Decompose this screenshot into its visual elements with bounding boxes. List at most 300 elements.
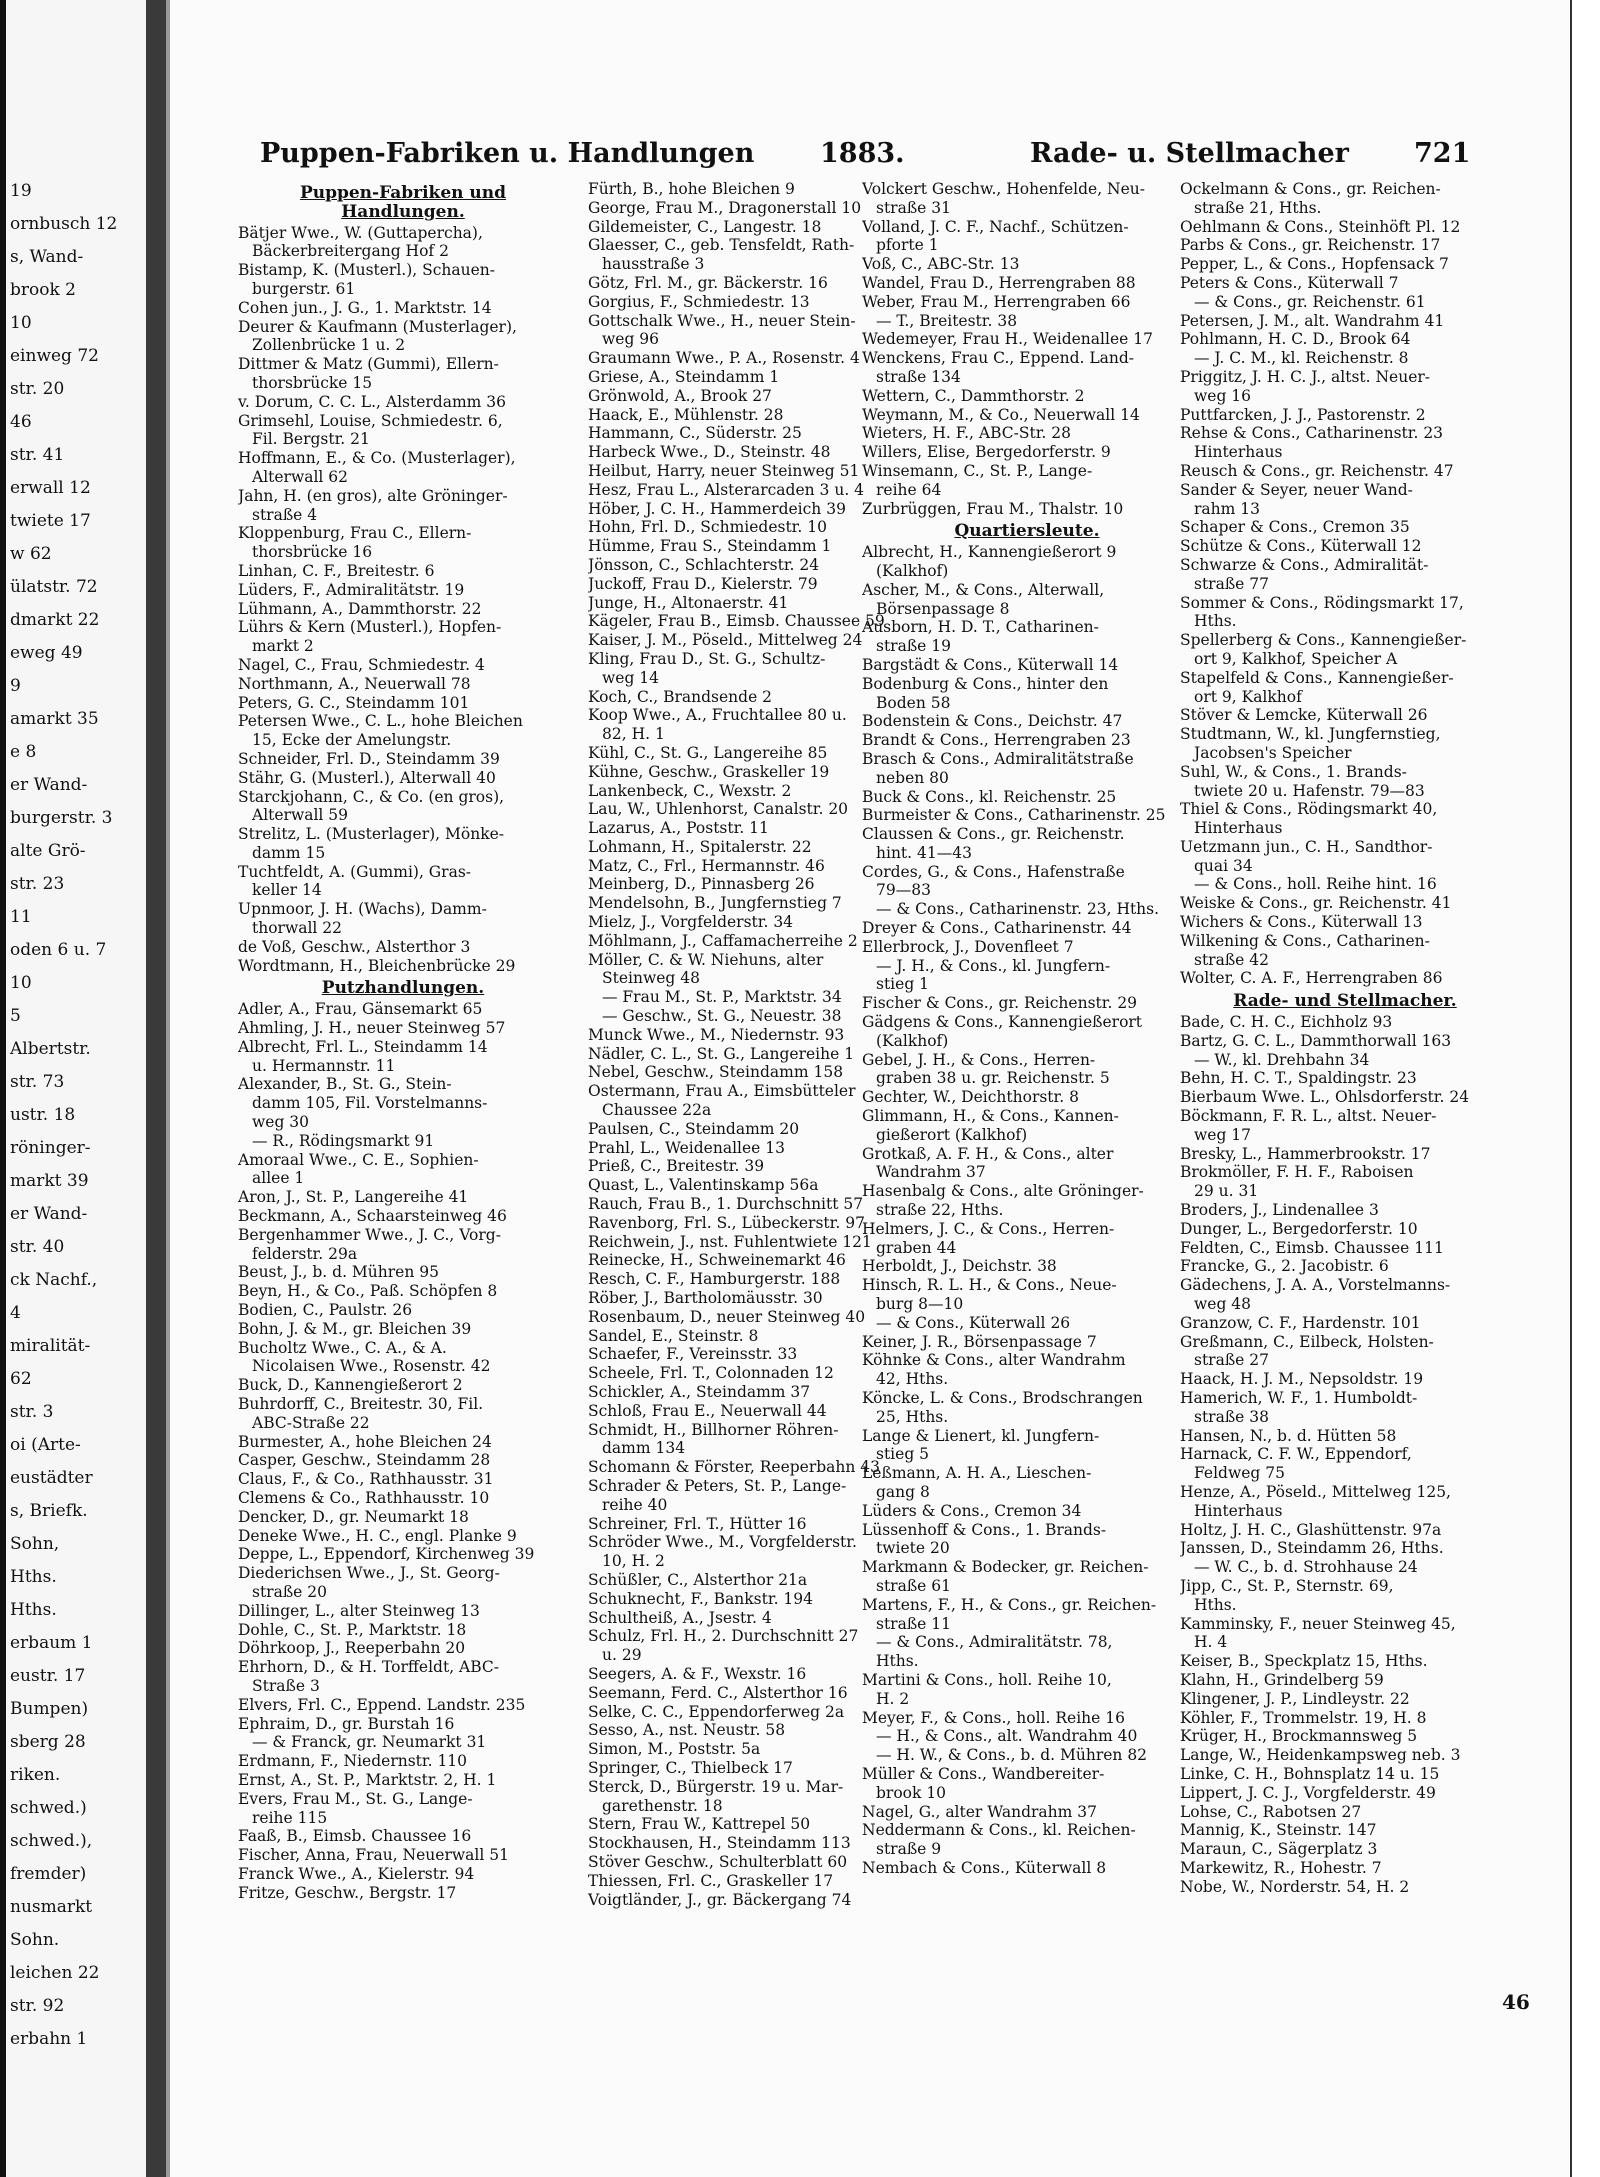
previous-page-text: eustr. 17 (10, 1666, 86, 1686)
directory-entry: Weymann, M., & Co., Neuerwall 14 (862, 405, 1140, 424)
directory-entry: Heilbut, Harry, neuer Steinweg 51 (588, 461, 860, 480)
directory-entry: de Voß, Geschw., Alsterthor 3 (238, 937, 471, 956)
directory-entry: burgerstr. 61 (252, 279, 356, 298)
directory-entry: Ernst, A., St. P., Marktstr. 2, H. 1 (238, 1770, 497, 1789)
directory-entry: Chaussee 22a (602, 1101, 712, 1120)
directory-entry: 10, H. 2 (602, 1552, 665, 1571)
directory-entry: — J. H., & Cons., kl. Jungfern- (876, 956, 1111, 975)
previous-page-text: str. 92 (10, 1996, 65, 2016)
directory-entry: — & Cons., Küterwall 26 (876, 1313, 1071, 1332)
directory-entry: Buck, D., Kannengießerort 2 (238, 1376, 463, 1395)
directory-entry: Lazarus, A., Poststr. 11 (588, 819, 769, 838)
directory-entry: Alexander, B., St. G., Stein- (238, 1075, 452, 1094)
previous-page-text: oi (Arte- (10, 1435, 81, 1455)
directory-entry: Gorgius, F., Schmiedestr. 13 (588, 292, 810, 311)
previous-page-text: Bumpen) (10, 1699, 89, 1719)
previous-page-text: schwed.) (10, 1798, 87, 1818)
directory-entry: Hths. (876, 1652, 919, 1671)
directory-entry: thorwall 22 (252, 919, 343, 938)
directory-entry: Kling, Frau D., St. G., Schultz- (588, 649, 826, 668)
directory-entry: Herboldt, J., Deichstr. 38 (862, 1257, 1057, 1276)
directory-entry: Alterwall 62 (252, 467, 349, 486)
directory-entry: Buck & Cons., kl. Reichenstr. 25 (862, 787, 1117, 806)
directory-entry: Upnmoor, J. H. (Wachs), Damm- (238, 900, 487, 919)
directory-entry: Jipp, C., St. P., Sternstr. 69, (1180, 1576, 1394, 1595)
directory-entry: garethenstr. 18 (602, 1796, 723, 1815)
directory-entry: Kaiser, J. M., Pöseld., Mittelweg 24 (588, 631, 863, 650)
directory-entry: Nembach & Cons., Küterwall 8 (862, 1858, 1107, 1877)
directory-entry: Reinecke, H., Schweinemarkt 46 (588, 1251, 846, 1270)
directory-entry: Beyn, H., & Co., Paß. Schöpfen 8 (238, 1282, 498, 1301)
directory-entry: Wichers & Cons., Küterwall 13 (1180, 913, 1423, 932)
directory-entry: Lange & Lienert, kl. Jungfern- (862, 1426, 1100, 1445)
directory-entry: Leßmann, A. H. A., Lieschen- (862, 1464, 1092, 1483)
directory-entry: Ahmling, J. H., neuer Steinweg 57 (238, 1019, 506, 1038)
directory-entry: Claus, F., & Co., Rathhausstr. 31 (238, 1470, 494, 1489)
directory-entry: Dillinger, L., alter Steinweg 13 (238, 1601, 480, 1620)
directory-entry: Paulsen, C., Steindamm 20 (588, 1119, 800, 1138)
directory-entry: Lippert, J. C. J., Vorgfelderstr. 49 (1180, 1783, 1436, 1802)
directory-entry: Kloppenburg, Frau C., Ellern- (238, 524, 472, 543)
previous-page-text: oden 6 u. 7 (10, 940, 107, 960)
directory-entry: weg 96 (602, 330, 660, 349)
directory-entry: Keiser, B., Speckplatz 15, Hths. (1180, 1652, 1428, 1671)
directory-entry: straße 9 (876, 1840, 942, 1859)
directory-entry: Alterwall 59 (252, 806, 349, 825)
previous-page-text: schwed.), (10, 1831, 93, 1851)
directory-entry: markt 2 (252, 637, 314, 656)
directory-entry: Hoffmann, E., & Co. (Musterlager), (238, 449, 516, 468)
previous-page-text: amarkt 35 (10, 709, 99, 729)
directory-entry: Schneider, Frl. D., Steindamm 39 (238, 749, 500, 768)
directory-entry: Hammann, C., Süderstr. 25 (588, 424, 802, 443)
directory-entry: Stern, Frau W., Kattrepel 50 (588, 1815, 811, 1834)
directory-entry: Winsemann, C., St. P., Lange- (862, 461, 1093, 480)
directory-entry: Hths. (1194, 612, 1237, 631)
directory-entry: Jahn, H. (en gros), alte Gröninger- (238, 486, 508, 505)
previous-page-text: er Wand- (10, 1204, 88, 1224)
directory-entry: Gottschalk Wwe., H., neuer Stein- (588, 311, 856, 330)
directory-entry: Götz, Frl. M., gr. Bäckerstr. 16 (588, 273, 828, 292)
directory-entry: Elvers, Frl. C., Eppend. Landstr. 235 (238, 1695, 526, 1714)
directory-entry: weg 14 (602, 668, 660, 687)
directory-entry: Jönsson, C., Schlachterstr. 24 (588, 555, 820, 574)
previous-page-text: str. 40 (10, 1237, 65, 1257)
directory-entry: Brasch & Cons., Admiralitätstraße (862, 749, 1134, 768)
directory-entry: straße 11 (876, 1614, 952, 1633)
directory-entry: Lankenbeck, C., Wexstr. 2 (588, 781, 792, 800)
directory-entry: Jacobsen's Speicher (1194, 743, 1352, 762)
directory-entry: straße 42 (1194, 950, 1270, 969)
directory-entry: Wenckens, Frau C., Eppend. Land- (862, 349, 1135, 368)
directory-entry: Bade, C. H. C., Eichholz 93 (1180, 1013, 1393, 1032)
directory-entry: Gechter, W., Deichthorstr. 8 (862, 1088, 1079, 1107)
directory-entry: Sandel, E., Steinstr. 8 (588, 1326, 759, 1345)
directory-entry: ort 9, Kalkhof, Speicher A (1194, 649, 1398, 668)
directory-entry: Granzow, C. F., Hardenstr. 101 (1180, 1313, 1421, 1332)
directory-entry: Deneke Wwe., H. C., engl. Planke 9 (238, 1526, 517, 1545)
previous-page-text: leichen 22 (10, 1963, 100, 1983)
directory-entry: Fil. Bergstr. 21 (252, 430, 370, 449)
directory-entry: Steinweg 48 (602, 969, 700, 988)
directory-entry: straße 20 (252, 1582, 328, 1601)
directory-entry: Stähr, G. (Musterl.), Alterwall 40 (238, 768, 496, 787)
directory-entry: v. Dorum, C. C. L., Alsterdamm 36 (238, 392, 506, 411)
directory-entry: Ascher, M., & Cons., Alterwall, (862, 580, 1105, 599)
directory-entry: Casper, Geschw., Steindamm 28 (238, 1451, 491, 1470)
column-3 (862, 180, 1192, 1878)
directory-entry: Grimsehl, Louise, Schmiedestr. 6, (238, 411, 503, 430)
directory-entry: Schomann & Förster, Reeperbahn 43 (588, 1458, 881, 1477)
directory-entry: Broders, J., Lindenallee 3 (1180, 1201, 1379, 1220)
directory-entry: Sterck, D., Bürgerstr. 19 u. Mar- (588, 1777, 844, 1796)
directory-entry: Thiel & Cons., Rödingsmarkt 40, (1180, 800, 1438, 819)
directory-entry: Wolter, C. A. F., Herrengraben 86 (1180, 969, 1443, 988)
directory-entry: 25, Hths. (876, 1407, 949, 1426)
directory-entry: Mendelsohn, B., Jungfernstieg 7 (588, 894, 842, 913)
directory-entry: Reichwein, J., nst. Fuhlentwiete 121 (588, 1232, 872, 1251)
column-1 (238, 180, 568, 1903)
previous-page-text: str. 20 (10, 379, 65, 399)
directory-entry: Haack, H. J. M., Nepsoldstr. 19 (1180, 1370, 1424, 1389)
previous-page-text: er Wand- (10, 775, 88, 795)
previous-page-text: dmarkt 22 (10, 610, 100, 630)
previous-page-text: Albertstr. (10, 1039, 91, 1059)
previous-page-text: 9 (10, 676, 21, 696)
previous-page-text: fremder) (10, 1864, 87, 1884)
previous-page-text: eustädter (10, 1468, 93, 1488)
directory-entry: Graumann Wwe., P. A., Rosenstr. 4 (588, 349, 860, 368)
directory-entry: Möller, C. & W. Niehuns, alter (588, 950, 824, 969)
directory-entry: Hohn, Frl. D., Schmiedestr. 10 (588, 518, 827, 537)
directory-entry: Martens, F., H., & Cons., gr. Reichen- (862, 1595, 1157, 1614)
directory-entry: Springer, C., Thielbeck 17 (588, 1758, 793, 1777)
directory-entry: Klingener, J. P., Lindleystr. 22 (1180, 1689, 1410, 1708)
directory-entry: Henze, A., Pöseld., Mittelweg 125, (1180, 1482, 1451, 1501)
directory-entry: Röber, J., Bartholomäusstr. 30 (588, 1289, 823, 1308)
section-heading: Rade- und Stellmacher. (1233, 991, 1457, 1012)
directory-entry: Beckmann, A., Schaarsteinweg 46 (238, 1207, 507, 1226)
directory-entry: Schmidt, H., Billhorner Röhren- (588, 1420, 839, 1439)
directory-entry: Maraun, C., Sägerplatz 3 (1180, 1840, 1378, 1859)
directory-entry: Schreiner, Frl. T., Hütter 16 (588, 1514, 807, 1533)
directory-entry: straße 19 (876, 637, 952, 656)
directory-entry: straße 77 (1194, 574, 1270, 593)
directory-entry: Rauch, Frau B., 1. Durchschnitt 57 (588, 1195, 864, 1214)
footer-number: 46 (1502, 1990, 1530, 2014)
directory-entry: brook 10 (876, 1783, 947, 1802)
previous-page-text: 46 (10, 412, 32, 432)
directory-entry: Northmann, A., Neuerwall 78 (238, 674, 471, 693)
directory-entry: Bierbaum Wwe. L., Ohlsdorferstr. 24 (1180, 1088, 1470, 1107)
section-heading: Putzhandlungen. (321, 978, 485, 999)
directory-entry: Straße 3 (252, 1676, 320, 1695)
directory-entry: Stockhausen, H., Steindamm 113 (588, 1834, 851, 1853)
directory-entry: Prahl, L., Weidenallee 13 (588, 1138, 785, 1157)
directory-entry: Selke, C. C., Eppendorferweg 2a (588, 1702, 845, 1721)
directory-entry: Schultheiß, A., Jsestr. 4 (588, 1608, 772, 1627)
directory-entry: Stapelfeld & Cons., Kannengießer- (1180, 668, 1454, 687)
directory-entry: Peters & Cons., Küterwall 7 (1180, 273, 1399, 292)
previous-page-text: ornbusch 12 (10, 214, 118, 234)
directory-entry: Janssen, D., Steindamm 26, Hths. (1180, 1539, 1444, 1558)
directory-entry: Sesso, A., nst. Neustr. 58 (588, 1721, 786, 1740)
directory-entry: Erdmann, F., Niedernstr. 110 (238, 1752, 468, 1771)
directory-entry: u. Hermannstr. 11 (252, 1056, 396, 1075)
directory-entry: Tuchtfeldt, A. (Gummi), Gras- (238, 862, 472, 881)
directory-entry: Burmester, A., hohe Bleichen 24 (238, 1432, 492, 1451)
directory-entry: ort 9, Kalkhof (1194, 687, 1302, 706)
directory-entry: Bartz, G. C. L., Dammthorwall 163 (1180, 1031, 1452, 1050)
directory-entry: Fritze, Geschw., Bergstr. 17 (238, 1883, 457, 1902)
directory-entry: Thiessen, Frl. C., Graskeller 17 (588, 1871, 834, 1890)
directory-entry: Wettern, C., Dammthorstr. 2 (862, 386, 1085, 405)
directory-entry: Hinterhaus (1194, 819, 1283, 838)
previous-page-text: str. 23 (10, 874, 65, 894)
directory-entry: Meyer, F., & Cons., holl. Reihe 16 (862, 1708, 1125, 1727)
directory-entry: straße 21, Hths. (1194, 198, 1322, 217)
directory-entry: burg 8—10 (876, 1295, 964, 1314)
directory-entry: Schaefer, F., Vereinsstr. 33 (588, 1345, 798, 1364)
directory-entry: Nädler, C. L., St. G., Langereihe 1 (588, 1044, 855, 1063)
directory-entry: Rehse & Cons., Catharinenstr. 23 (1180, 424, 1444, 443)
directory-entry: Kamminsky, F., neuer Steinweg 45, (1180, 1614, 1456, 1633)
directory-entry: Weber, Frau M., Herrengraben 66 (862, 292, 1131, 311)
previous-page-text: riken. (10, 1765, 61, 1785)
directory-entry: Peters, G. C., Steindamm 101 (238, 693, 470, 712)
scan-right-edge (1570, 0, 1600, 2177)
directory-entry: damm 105, Fil. Vorstelmanns- (252, 1094, 488, 1113)
directory-entry: Wieters, H. F., ABC-Str. 28 (862, 424, 1072, 443)
directory-entry: Ellerbrock, J., Dovenfleet 7 (862, 937, 1074, 956)
directory-entry: Köhler, F., Trommelstr. 19, H. 8 (1180, 1708, 1427, 1727)
previous-page-text: 5 (10, 1006, 21, 1026)
directory-entry: Harnack, C. F. W., Eppendorf, (1180, 1445, 1412, 1464)
directory-entry: Klahn, H., Grindelberg 59 (1180, 1670, 1384, 1689)
directory-entry: Gädechens, J. A. A., Vorstelmanns- (1180, 1276, 1451, 1295)
directory-entry: straße 27 (1194, 1351, 1270, 1370)
directory-entry: Rosenbaum, D., neuer Steinweg 40 (588, 1307, 866, 1326)
directory-entry: Grotkaß, A. F. H., & Cons., alter (862, 1144, 1114, 1163)
directory-entry: — W. C., b. d. Strohhause 24 (1194, 1558, 1418, 1577)
directory-entry: stieg 5 (876, 1445, 930, 1464)
directory-entry: Bodenstein & Cons., Deichstr. 47 (862, 712, 1123, 731)
directory-entry: Hths. (1194, 1595, 1237, 1614)
directory-entry: Döhrkoop, J., Reeperbahn 20 (238, 1639, 466, 1658)
directory-entry: Weiske & Cons., gr. Reichenstr. 41 (1180, 894, 1452, 913)
previous-page-text: str. 3 (10, 1402, 54, 1422)
directory-entry: Bresky, L., Hammerbrookstr. 17 (1180, 1144, 1431, 1163)
directory-entry: gießerort (Kalkhof) (876, 1125, 1028, 1144)
directory-entry: H. 4 (1194, 1633, 1228, 1652)
directory-entry: Fürth, B., hohe Bleichen 9 (588, 180, 795, 198)
directory-entry: Petersen, J. M., alt. Wandrahm 41 (1180, 311, 1445, 330)
previous-page-text: s, Briefk. (10, 1501, 88, 1521)
directory-entry: — H. W., & Cons., b. d. Mühren 82 (876, 1746, 1148, 1765)
directory-entry: Kühne, Geschw., Graskeller 19 (588, 762, 830, 781)
previous-page-text: Hths. (10, 1567, 57, 1587)
directory-entry: Börsenpassage 8 (876, 599, 1010, 618)
previous-page-text: 62 (10, 1369, 32, 1389)
directory-entry: ABC-Straße 22 (252, 1413, 370, 1432)
directory-entry: Wandrahm 37 (876, 1163, 986, 1182)
directory-entry: Munck Wwe., M., Niedernstr. 93 (588, 1025, 845, 1044)
directory-page (170, 0, 1570, 2177)
directory-entry: Sommer & Cons., Rödingsmarkt 17, (1180, 593, 1464, 612)
previous-page-text: Sohn, (10, 1534, 60, 1554)
directory-entry: — & Cons., Admiralitätstr. 78, (876, 1633, 1113, 1652)
directory-entry: Köhnke & Cons., alter Wandrahm (862, 1351, 1126, 1370)
directory-entry: Deurer & Kaufmann (Musterlager), (238, 317, 517, 336)
previous-page-fragment (6, 0, 146, 2177)
page-number: 721 (1414, 138, 1471, 169)
directory-entry: Oehlmann & Cons., Steinhöft Pl. 12 (1180, 217, 1461, 236)
directory-entry: Bohn, J. & M., gr. Bleichen 39 (238, 1319, 472, 1338)
previous-page-text: markt 39 (10, 1171, 89, 1191)
directory-entry: Hinterhaus (1194, 1501, 1283, 1520)
directory-entry: Bargstädt & Cons., Küterwall 14 (862, 655, 1119, 674)
directory-entry: Beust, J., b. d. Mühren 95 (238, 1263, 439, 1282)
directory-entry: Dencker, D., gr. Neumarkt 18 (238, 1507, 469, 1526)
directory-entry: Zollenbrücke 1 u. 2 (252, 336, 406, 355)
previous-page-text: ustr. 18 (10, 1105, 76, 1125)
directory-entry: reihe 64 (876, 480, 942, 499)
directory-entry: Gebel, J. H., & Cons., Herren- (862, 1050, 1096, 1069)
directory-entry: reihe 115 (252, 1808, 328, 1827)
previous-page-text: ülatstr. 72 (10, 577, 98, 597)
directory-entry: Glimmann, H., & Cons., Kannen- (862, 1107, 1119, 1126)
directory-entry: twiete 20 u. Hafenstr. 79—83 (1194, 781, 1425, 800)
directory-entry: — J. C. M., kl. Reichenstr. 8 (1194, 349, 1409, 368)
directory-entry: straße 134 (876, 367, 961, 386)
directory-entry: Lange, W., Heidenkampsweg neb. 3 (1180, 1746, 1461, 1765)
directory-entry: Bistamp, K. (Musterl.), Schauen- (238, 261, 496, 280)
section-heading: Quartiersleute. (954, 521, 1100, 542)
directory-entry: Böckmann, F. R. L., altst. Neuer- (1180, 1107, 1437, 1126)
directory-entry: Greßmann, C., Eilbeck, Holsten- (1180, 1332, 1434, 1351)
directory-entry: Koch, C., Brandsende 2 (588, 687, 773, 706)
directory-entry: Juckoff, Frau D., Kielerstr. 79 (588, 574, 818, 593)
directory-entry: Seemann, Ferd. C., Alsterthor 16 (588, 1683, 848, 1702)
directory-entry: keller 14 (252, 881, 322, 900)
directory-entry: Helmers, J. C., & Cons., Herren- (862, 1219, 1115, 1238)
directory-entry: Puttfarcken, J. J., Pastorenstr. 2 (1180, 405, 1426, 424)
directory-entry: Matz, C., Frl., Hermannstr. 46 (588, 856, 825, 875)
directory-entry: Köncke, L. & Cons., Brodschrangen (862, 1389, 1143, 1407)
directory-entry: Dreyer & Cons., Catharinenstr. 44 (862, 919, 1132, 938)
directory-entry: Grönwold, A., Brook 27 (588, 386, 772, 405)
directory-entry: Buhrdorff, C., Breitestr. 30, Fil. (238, 1395, 484, 1413)
directory-entry: weg 16 (1194, 386, 1252, 405)
previous-page-text: erbaum 1 (10, 1633, 93, 1653)
header-right-title: Rade- u. Stellmacher (1030, 138, 1349, 169)
directory-entry: Koop Wwe., A., Fruchtallee 80 u. (588, 706, 847, 725)
directory-entry: Ockelmann & Cons., gr. Reichen- (1180, 180, 1441, 198)
directory-entry: Schickler, A., Steindamm 37 (588, 1383, 811, 1401)
directory-entry: weg 48 (1194, 1295, 1252, 1314)
previous-page-text: ck Nachf., (10, 1270, 98, 1290)
directory-entry: — W., kl. Drehbahn 34 (1194, 1050, 1370, 1069)
directory-entry: Bätjer Wwe., W. (Guttapercha), (238, 223, 483, 242)
directory-entry: Priggitz, J. H. C. J., altst. Neuer- (1180, 367, 1431, 386)
directory-entry: Diederichsen Wwe., J., St. Georg- (238, 1564, 500, 1583)
previous-page-text: miralität- (10, 1336, 91, 1356)
directory-entry: Seegers, A. & F., Wexstr. 16 (588, 1664, 807, 1683)
directory-entry: Starckjohann, C., & Co. (en gros), (238, 787, 505, 806)
directory-entry: Amoraal Wwe., C. E., Sophien- (238, 1150, 479, 1169)
directory-entry: Hasenbalg & Cons., alte Gröninger- (862, 1182, 1144, 1201)
header-left-title: Puppen-Fabriken u. Handlungen (260, 138, 755, 169)
directory-entry: Aron, J., St. P., Langereihe 41 (238, 1188, 469, 1207)
directory-entry: Stöver & Lemcke, Küterwall 26 (1180, 706, 1428, 725)
directory-entry: Möhlmann, J., Caffamacherreihe 2 (588, 931, 858, 950)
directory-entry: Voigtländer, J., gr. Bäckergang 74 (588, 1890, 852, 1909)
previous-page-text: 11 (10, 907, 32, 927)
directory-entry: Höber, J. C. H., Hammerdeich 39 (588, 499, 846, 518)
directory-entry: Volckert Geschw., Hohenfelde, Neu- (862, 180, 1146, 198)
directory-entry: Parbs & Cons., gr. Reichenstr. 17 (1180, 236, 1441, 255)
directory-entry: Schütze & Cons., Küterwall 12 (1180, 537, 1422, 556)
directory-entry: Sander & Seyer, neuer Wand- (1180, 480, 1413, 499)
directory-entry: — Frau M., St. P., Marktstr. 34 (602, 988, 842, 1007)
directory-entry: Ausborn, H. D. T., Catharinen- (862, 618, 1099, 637)
directory-entry: (Kalkhof) (876, 561, 949, 580)
previous-page-text: twiete 17 (10, 511, 91, 531)
directory-entry: Dohle, C., St. P., Marktstr. 18 (238, 1620, 467, 1639)
directory-entry: Uetzmann jun., C. H., Sandthor- (1180, 837, 1433, 856)
previous-page-text: nusmarkt (10, 1897, 93, 1917)
directory-entry: Kühl, C., St. G., Langereihe 85 (588, 743, 828, 762)
previous-page-text: e 8 (10, 742, 37, 762)
directory-entry: thorsbrücke 15 (252, 373, 373, 392)
directory-entry: Griese, A., Steindamm 1 (588, 367, 780, 386)
directory-entry: Schwarze & Cons., Admiralität- (1180, 555, 1429, 574)
directory-entry: Mannig, K., Steinstr. 147 (1180, 1821, 1377, 1840)
directory-entry: Hesz, Frau L., Alsterarcaden 3 u. 4 (588, 480, 865, 499)
previous-page-text: eweg 49 (10, 643, 83, 663)
directory-entry: gang 8 (876, 1482, 930, 1501)
directory-entry: damm 134 (602, 1439, 686, 1458)
directory-entry: Reusch & Cons., gr. Reichenstr. 47 (1180, 461, 1454, 480)
previous-page-text: str. 73 (10, 1072, 65, 1092)
directory-entry: Franck Wwe., A., Kielerstr. 94 (238, 1864, 475, 1883)
directory-entry: Strelitz, L. (Musterlager), Mönke- (238, 825, 504, 844)
directory-entry: Cohen jun., J. G., 1. Marktstr. 14 (238, 298, 492, 317)
directory-entry: Quast, L., Valentinskamp 56a (588, 1176, 819, 1195)
directory-entry: Hamerich, W. F., 1. Humboldt- (1180, 1389, 1418, 1407)
directory-entry: Albrecht, H., Kannengießerort 9 (862, 543, 1117, 562)
directory-entry: Linhan, C. F., Breitestr. 6 (238, 561, 435, 580)
directory-entry: Pohlmann, H. C. D., Brook 64 (1180, 330, 1411, 349)
directory-entry: 15, Ecke der Amelungstr. (252, 731, 452, 750)
directory-entry: 79—83 (876, 881, 931, 900)
directory-entry: Lohse, C., Rabotsen 27 (1180, 1802, 1362, 1821)
directory-entry: Lührs & Kern (Musterl.), Hopfen- (238, 618, 502, 637)
directory-entry: Zurbrüggen, Frau M., Thalstr. 10 (862, 499, 1124, 518)
directory-entry: Brandt & Cons., Herrengraben 23 (862, 731, 1131, 750)
directory-entry: Ephraim, D., gr. Burstah 16 (238, 1714, 455, 1733)
directory-entry: — R., Rödingsmarkt 91 (252, 1131, 435, 1150)
directory-entry: Schröder Wwe., M., Vorgfelderstr. (588, 1533, 857, 1552)
directory-entry: straße 61 (876, 1576, 952, 1595)
directory-entry: Gädgens & Cons., Kannengießerort (862, 1013, 1143, 1032)
directory-entry: Cordes, G., & Cons., Hafenstraße (862, 862, 1125, 881)
directory-entry: — & Franck, gr. Neumarkt 31 (252, 1733, 487, 1752)
directory-entry: twiete 20 (876, 1539, 950, 1558)
directory-entry: Stöver Geschw., Schulterblatt 60 (588, 1852, 848, 1871)
directory-entry: Suhl, W., & Cons., 1. Brands- (1180, 762, 1407, 781)
directory-entry: Linke, C. H., Bohnsplatz 14 u. 15 (1180, 1764, 1440, 1783)
